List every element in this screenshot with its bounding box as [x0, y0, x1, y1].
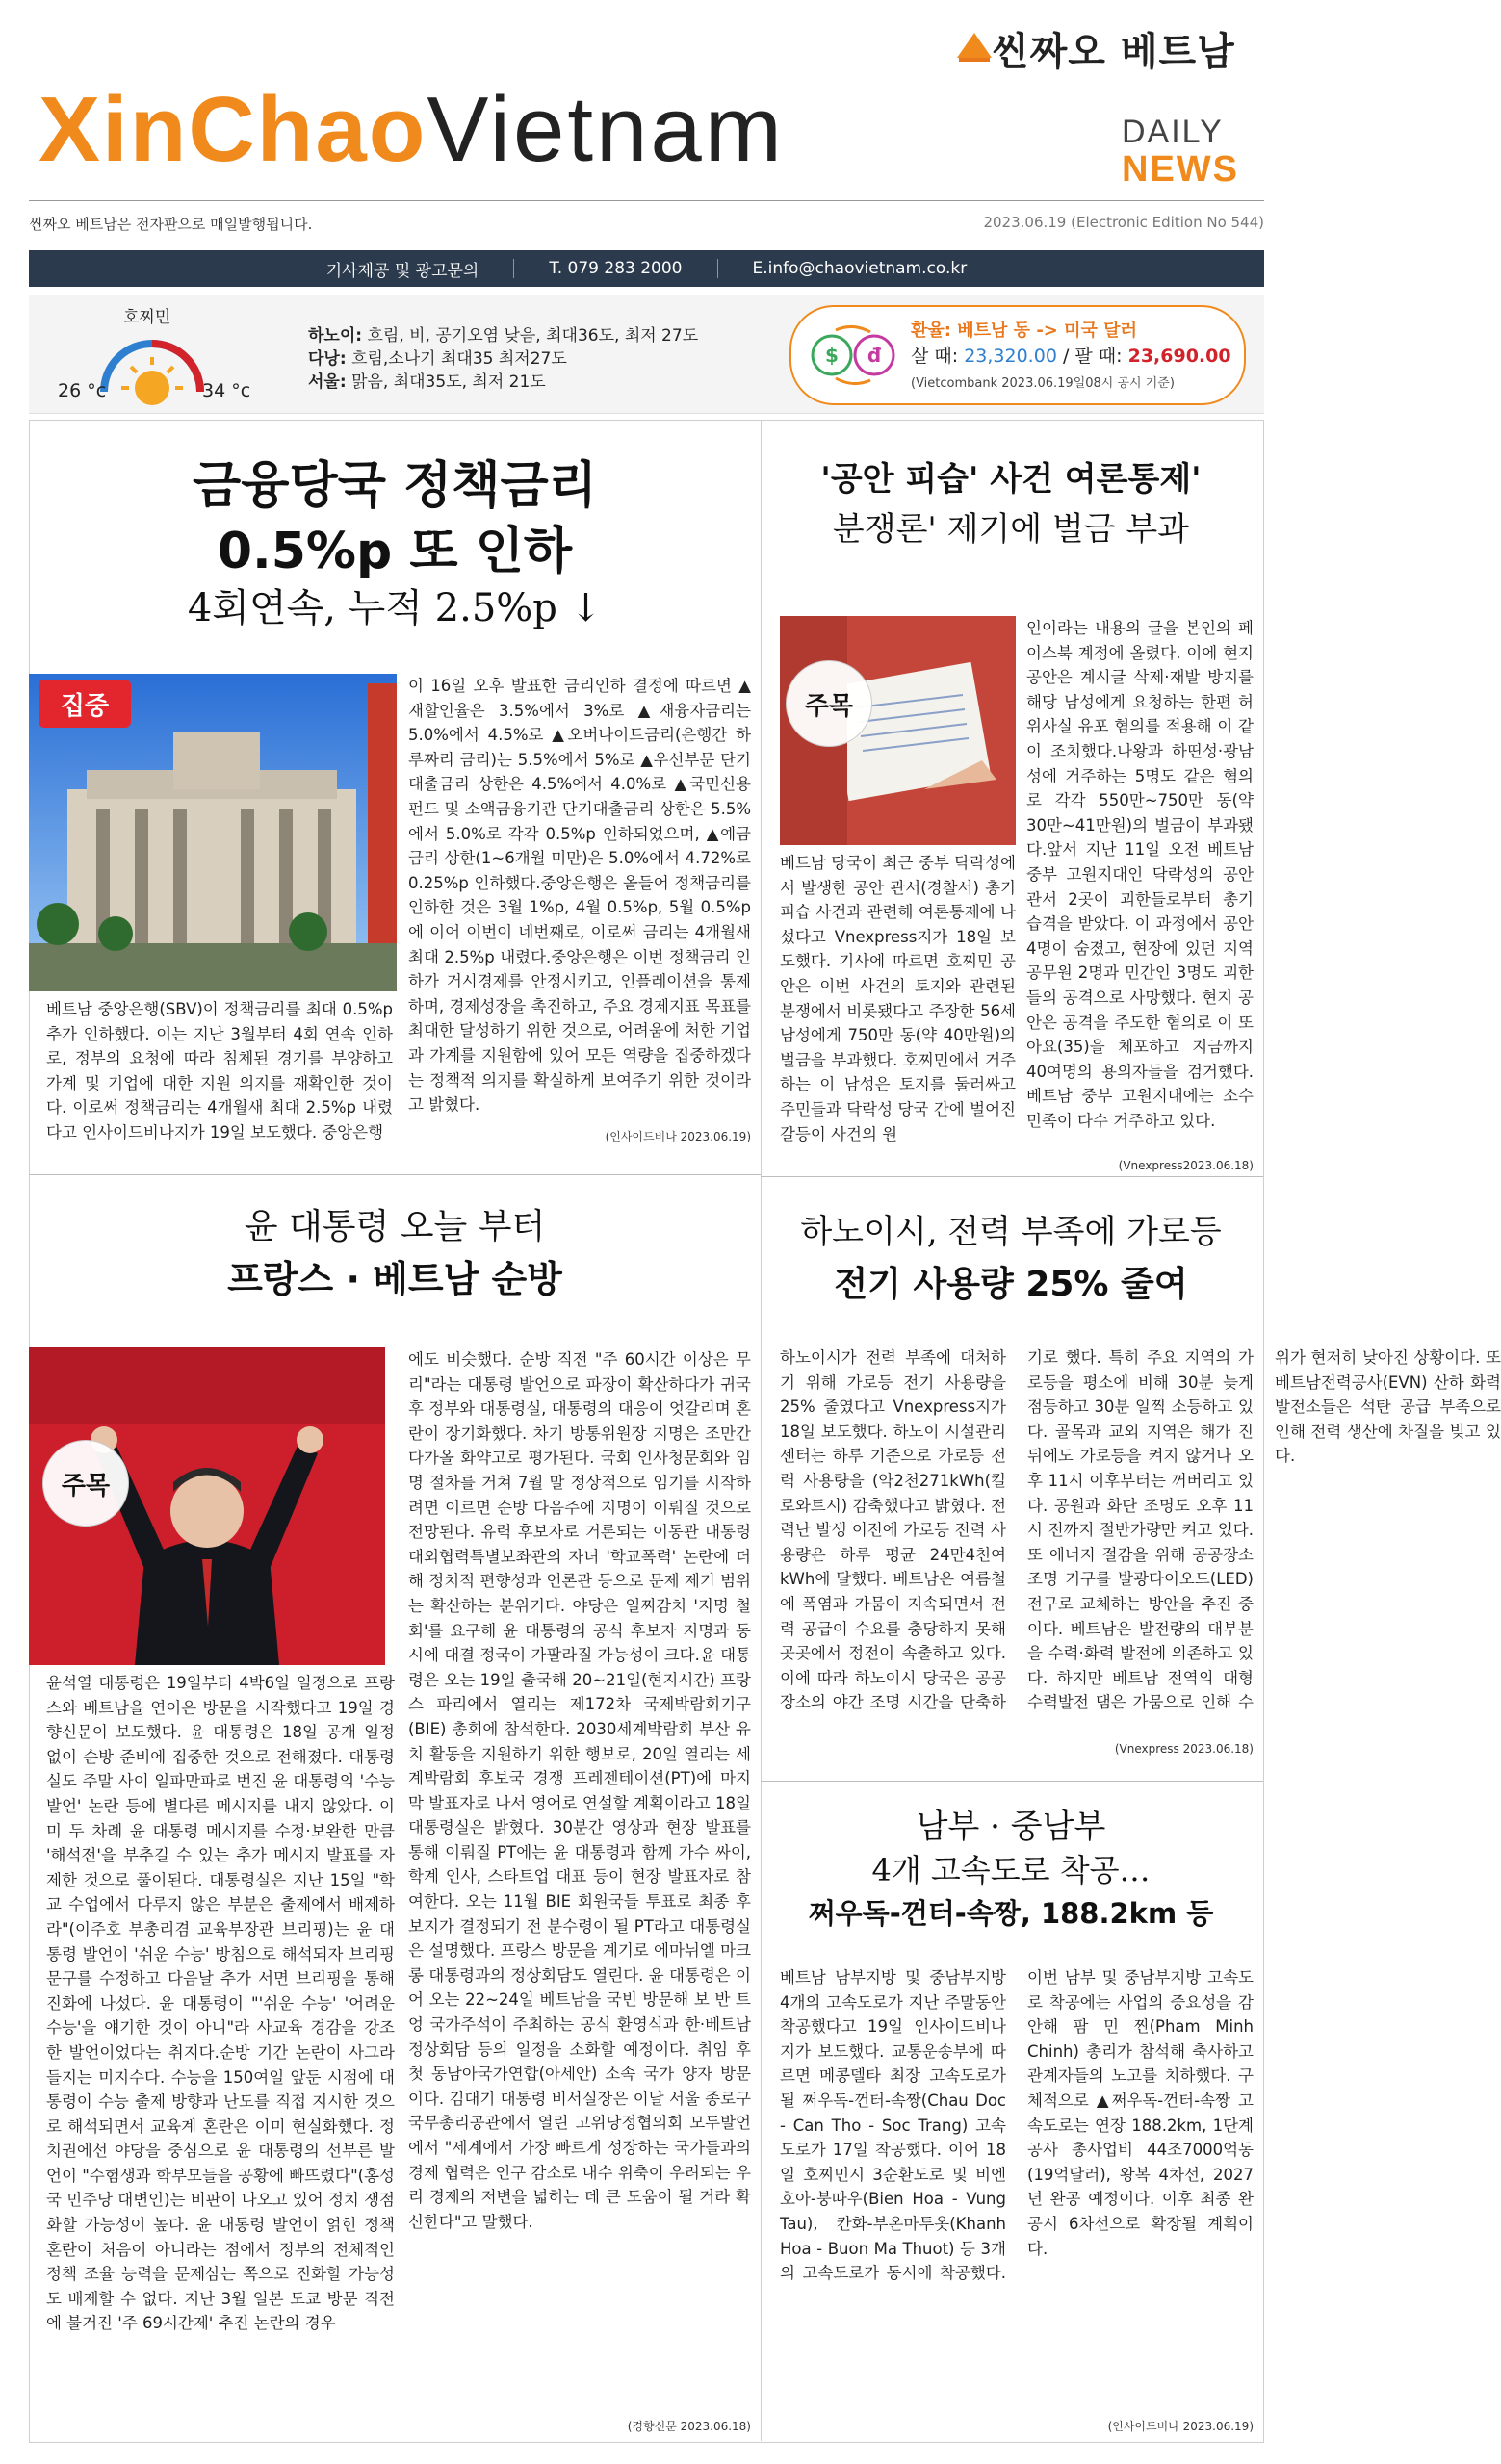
article2-tag: 주목	[786, 660, 872, 747]
danang-label: 다낭:	[308, 349, 347, 369]
forecast-seoul	[308, 371, 770, 394]
column-divider	[761, 420, 762, 2441]
svg-text:$: $	[825, 344, 839, 367]
exchange-rates	[911, 342, 1231, 368]
tagline: 씬짜오 베트남은 전자판으로 매일발행됩니다.	[29, 216, 313, 233]
weather-forecasts	[308, 324, 770, 394]
article2-lead: 베트남 당국이 최근 중부 닥락성에서 발생한 공안 관서(경찰서) 총기 피습 사건과 관련해 여론통제에 나섰다고 Vnexpress지가 18일 보도했다. 기사에 따르면 호찌민 공안은 이번 사건의 토지와 관련된 분쟁에서 비롯됐다고 주장한 56세 남성에게 750만 동(약 40만원)의 벌금을 부과했다. 호찌민에서 거주하는 이 남성은 토지를 둘러싸고 주민들과 닥락성 당국 간에 벌어진 갈등이 사건의 원	[780, 854, 1016, 1143]
article1-body: 이 16일 오후 발표한 금리인하 결정에 따르면 ▲재할인율은 3.5%에서 3%로 ▲재융자금리는 5.0%에서 4.5%로 ▲오버나이트금리(은행간 하루짜리 금리)는 5.5%에서 5%로 ▲우선부문 단기대출금리 상한은 4.5%에서 4.0%로 ▲국민신용펀드 및 소액금융기관 단기대출금리 상한은 5.5%에서 5.0%로 각각 0.5%p 인하되었으며, ▲예금금리 상한(1~6개월 미만)은 5.0%에서 4.72%로 0.25%p 인하했다.중앙은행은 올들어 정책금리를 인하한 것은 3월 1%p, 4월 0.5%p, 5월 0.5%p에 이어 이번이 네번째로, 이로써 금리는 4개월새 최대 2.5%p 내렸다.중앙은행은 이번 정책금리 인하가 거시경제를 안정시키고, 인플레이션을 통제하며, 경제성장을 촉진하고, 주요 경제지표 목표를 최대한 달성하기 위한 것으로, 어려움에 처한 기업과 가계를 지원함에 있어 모든 역량을 집중하겠다는 정책적 의지를 확실하게 보여주기 위한 것이라고 밝혔다.	[408, 677, 751, 1115]
contact-phone[interactable]: T. 079 283 2000	[549, 259, 683, 278]
contact-separator	[717, 259, 718, 278]
logo	[39, 77, 1117, 183]
currency-exchange-icon	[805, 324, 901, 386]
article3-title1: 윤 대통령 오늘 부터	[244, 1207, 546, 1246]
temp-high-value: 34	[202, 380, 226, 401]
seoul-label: 서울:	[308, 372, 347, 392]
article4-body: 하노이시가 전력 부족에 대처하기 위해 가로등 전기 사용량을 25% 줄였다고 Vnexpress지가 18일 보도했다. 하노이 시설관리센터는 하루 기준으로 가로등 전력 사용량을 (약2천271kWh(킬로와트시) 감축했다고 밝혔다. 전력난 발생 이전에 가로등 전력 사용량은 하루 평균 24만4천여 kWh에 달했다. 베트남은 여름철에 폭염과 가뭄이 지속되면서 전력 공급이 수요를 충당하지 못해 곳곳에서 정전이 속출하고 있다. 이에 따라 하노이시 당국은 공공장소의 야간 조명 시간을 단축하기로 했다. 특히 주요 지역의 가로등을 평소에 비해 30분 늦게 점등하고 30분 일찍 소등하고 있다. 골목과 교외 지역은 해가 진 뒤에도 가로등을 켜지 않거나 오후 11시 이후부터는 꺼버리고 있다. 공원과 화단 조명도 오후 11시 전까지 절반가량만 켜고 있다. 또 에너지 절감을 위해 공공장소 조명 기구를 발광다이오드(LED) 전구로 교체하는 방안을 추진 중이다. 베트남은 발전량의 대부분을 수력·화력 발전에 의존하고 있다. 하지만 베트남 전역의 대형 수력발전 댐은 가뭄으로 인해 수위가 현저히 낮아진 상황이다. 또 베트남전력공사(EVN) 산하 화력발전소들은 석탄 공급 부족으로 인해 전력 생산에 차질을 빚고 있다.	[780, 1348, 1501, 1712]
article2-title2: 분쟁론' 제기에 벌금 부과	[832, 510, 1190, 549]
article3-lead: 윤석열 대통령은 19일부터 4박6일 일정으로 프랑스와 베트남을 연이은 방문을 시작했다고 19일 경향신문이 보도했다. 윤 대통령은 18일 공개 일정 없이 순방 준비에 집중한 것으로 전해졌다. 대통령실도 주말 사이 일파만파로 번진 윤 대통령의 '수능 발언' 논란 등에 별다른 메시지를 내지 않았다. 이미 두 차례 윤 대통령 메시지를 수정·보완한 만큼 '해석전'을 부추길 수 있는 추가 메시지 발표를 자제한 것으로 풀이된다. 대통령실은 지난 15일 "학교 수업에서 다루지 않은 부분은 출제에서 배제하라"(이주호 부총리겸 교육부장관 브리핑)는 윤 대통령 발언이 '쉬운 수능' 방침으로 해석되자 브리핑 문구를 수정하고 다음날 추가 서면 브리핑을 통해 진화에 나섰다. 윤 대통령이 "'쉬운 수능' '어려운 수능'을 얘기한 것이 아니"라 사교육 경감을 강조한 발언이었다는 취지다.순방 기간 논란이 사그라들지는 미지수다. 수능을 150여일 앞둔 시점에 대통령이 수능 출제 방향과 난도를 직접 지시한 것으로 해석되면서 교육계 혼란은 이미 현실화했다. 정치권에선 야당을 중심으로 윤 대통령의 선부른 발언이 "수험생과 학부모들을 공황에 빠뜨렸다"(홍성국 민주당 대변인)는 비판이 나오고 있어 정치 쟁점화할 가능성이 높다. 윤 대통령 발언이 얽힌 정책 혼란이 처음이 아니라는 점에서 정부의 전체적인 정책 조율 능력을 문제삼는 쪽으로 진화할 가능성도 배제할 수 없다. 지난 3월 일본 도쿄 방문 직전에 불거진 '주 69시간제' 추진 논란의 경우	[46, 1674, 395, 2333]
edition-info: 2023.06.19 (Electronic Edition No 544)	[983, 214, 1264, 231]
exchange-rate-panel	[789, 305, 1246, 405]
exchange-note: (Vietcombank 2023.06.19일08시 공시 기준)	[911, 376, 1175, 391]
exchange-title: 환율: 베트남 동 -> 미국 달러	[911, 321, 1137, 341]
temp-low	[58, 380, 106, 401]
danang-forecast: 흐림,소나기 최대35 최저27도	[351, 349, 567, 369]
article3-body: 에도 비슷했다. 순방 직전 "주 60시간 이상은 무리"라는 대통령 발언으로 파장이 확산하다가 귀국 후 정부와 대통령실, 대통령의 대응이 엇갈리며 혼란이 장기화했다. 차기 방통위원장 지명은 조만간 다가올 화약고로 평가된다. 국회 인사청문회와 임명 절차를 거쳐 7월 말 정상적으로 임기를 시작하려면 이르면 순방 다음주에 지명이 이뤄질 것으로 전망된다. 유력 후보자로 거론되는 이동관 대통령 대외협력특별보좌관의 자녀 '학교폭력' 논란에 더해 정치적 편향성과 언론관 등으로 문제 제기 범위는 확산하는 분위기다. 야당은 일찌감치 '지명 철회'를 요구해 윤 대통령의 공식 후보자 지명과 동시에 대결 정국이 가팔라질 가능성이 크다.윤 대통령은 오는 19일 출국해 20~21일(현지시간) 프랑스 파리에서 열리는 제172차 국제박람회기구(BIE) 총회에 참석한다. 2030세계박람회 부산 유치 활동을 지원하기 위한 행보로, 20일 열리는 세계박람회 후보국 경쟁 프레젠테이션(PT)에 마지막 발표자로 나서 영어로 연설할 계획이라고 18일 대통령실은 밝혔다. 30분간 영상과 현장 발표를 통해 이뤄질 PT에는 윤 대통령과 함께 가수 싸이, 학계 인사, 스타트업 대표 등이 현장 발표자로 참여한다. 오는 11월 BIE 회원국들 투표로 최종 후보지가 결정되기 전 분수령이 될 PT라고 대통령실은 설명했다. 프랑스 방문을 계기로 에마뉘엘 마크롱 대통령과의 정상회담도 열린다. 윤 대통령은 이어 오는 22~24일 베트남을 국빈 방문해 보 반 트엉 국가주석이 주최하는 공식 환영식과 한·베트남 정상회담 등의 일정을 소화할 예정이다. 취임 후 첫 동남아국가연합(아세안) 소속 국가 양자 방문이다. 김대기 대통령 비서실장은 이날 서울 종로구 국무총리공관에서 열린 고위당정협의회 모두발언에서 "세계에서 가장 빠르게 성장하는 국가들과의 경제 협력은 인구 감소로 내수 위축이 우려되는 우리 경제의 저변을 넓히는 데 큰 도움이 될 거라 확신한다"고 말했다.	[408, 1350, 751, 2231]
contact-separator	[513, 259, 514, 278]
article2-title1: '공안 피습' 사건 여론통제'	[820, 460, 1202, 499]
contact-label: 기사제공 및 광고문의	[325, 261, 479, 281]
article1-source: (인사이드비나 2023.06.19)	[605, 1130, 751, 1143]
article4-title1: 하노이시, 전력 부족에 가로등	[800, 1213, 1222, 1251]
buy-label: 살 때:	[911, 346, 959, 367]
brand-hat-icon	[953, 25, 996, 67]
article2-body: 인이라는 내용의 글을 본인의 페이스북 계정에 올렸다. 이에 현지 공안은 계시글 삭제·재발 방지를 해당 남성에게 요청하는 한편 허위사실 유포 혐의를 적용해 이 같이 조치했다.나왕과 하띤성·광남성에 거주하는 5명도 같은 혐의로 각각 550만~750만 동(약 30만~41만원)의 벌금이 부과됐다.앞서 지난 11일 오전 베트남 중부 고원지대인 닥락성의 공안 관서 2곳이 괴한들로부터 총기 습격을 받았다. 이 과정에서 공안 4명이 숨졌고, 현장에 있던 지역 공무원 2명과 민간인 3명도 괴한들의 공격으로 사망했다. 현지 공안은 공격을 주도한 혐의로 이 또 아요(35)을 체포하고 지금까지 40여명의 용의자들을 검거했다. 베트남 중부 고원지대에는 소수민족이 다수 거주하고 있다.	[1026, 619, 1254, 1130]
article2-source: (Vnexpress2023.06.18)	[1118, 1159, 1254, 1172]
svg-text:đ: đ	[867, 344, 882, 367]
article5-source: (인사이드비나 2023.06.19)	[1107, 2420, 1254, 2433]
masthead-rule	[29, 200, 1264, 201]
sell-rate: 23,690.00	[1127, 346, 1231, 367]
temp-unit: °c	[231, 380, 251, 401]
weather-city: 호찌민	[123, 308, 171, 327]
weather-exchange-box	[29, 295, 1264, 414]
article4-source: (Vnexpress 2023.06.18)	[1114, 1742, 1254, 1756]
hanoi-forecast: 흐림, 비, 공기오염 낮음, 최대36도, 최저 27도	[367, 326, 699, 346]
forecast-danang	[308, 347, 770, 371]
section-divider-left	[29, 1174, 761, 1175]
article1-tag: 집중	[39, 680, 131, 728]
hanoi-label: 하노이:	[308, 326, 363, 346]
section-divider-right-1	[761, 1176, 1263, 1177]
article1-lead: 베트남 중앙은행(SBV)이 정책금리를 최대 0.5%p 추가 인하했다. 이는 지난 3월부터 4회 연속 인하로, 정부의 요청에 따라 침체된 경기를 부양하고 가계 및 기업에 대한 지원 의지를 재확인한 것이다. 이로써 정책금리는 4개월새 최대 2.5%p 내렸다고 인사이드비나지가 19일 보도했다. 중앙은행	[46, 1000, 393, 1142]
article1-title2: 0.5%p 또 인하	[217, 523, 573, 580]
daily-label: DAILY	[1122, 114, 1224, 150]
seoul-forecast: 맑음, 최대35도, 최저 21도	[351, 372, 546, 392]
article5-body: 베트남 남부지방 및 중남부지방 4개의 고속도로가 지난 주말동안 착공했다고 19일 인사이드비나지가 보도했다. 교통운송부에 따르면 메콩델타 최장 고속도로가 될 쩌우독-껀터-속짱(Chau Doc - Can Tho - Soc Trang) 고속도로가 17일 착공했다. 이어 18일 호찌민시 3순환도로 및 비엔호아-붕따우(Bien Hoa - Vung Tau), 칸화-부온마투옷(Khanh Hoa - Buon Ma Thuot) 등 3개의 고속도로가 동시에 착공했다. 이번 남부 및 중남부지방 고속도로 착공에는 사업의 중요성을 감안해 팜 민 찐(Pham Minh Chinh) 총리가 참석해 축사하고 관계자들의 노고를 치하했다. 구체적으로 ▲쩌우독-껀터-속짱 고속도로는 연장 188.2km, 1단계공사 총사업비 44조7000억동(19억달러), 왕복 4차선, 2027년 완공 예정이다. 이후 최종 완공시 6차선으로 확장될 계획이다.	[780, 1968, 1254, 2283]
temp-unit: °c	[87, 380, 107, 401]
article1-subtitle: 4회연속, 누적 2.5%p ↓	[187, 586, 603, 630]
article5-title2: 4개 고속도로 착공…	[871, 1852, 1151, 1888]
korean-brand-text: 씬짜오 베트남	[992, 30, 1235, 74]
logo-vietnam: Vietnam	[427, 78, 785, 181]
contact-bar	[29, 250, 1264, 287]
article5-title1: 남부 · 중남부	[916, 1808, 1106, 1846]
logo-xinchao: XinChao	[39, 78, 427, 181]
article3-title2: 프랑스 · 베트남 순방	[227, 1258, 562, 1300]
news-label: NEWS	[1122, 149, 1239, 190]
article5-title3: 쩌우독-껀터-속짱, 188.2km 등	[808, 1897, 1214, 1930]
masthead	[0, 0, 1293, 243]
article1-title1: 금융당국 정책금리	[193, 457, 597, 515]
article3-source: (경향신문 2023.06.18)	[627, 2420, 751, 2433]
section-divider-right-2	[761, 1781, 1263, 1782]
article3-tag: 주목	[42, 1440, 129, 1527]
temp-low-value: 26	[58, 380, 82, 401]
korean-brand	[953, 21, 1242, 73]
contact-email[interactable]: E.info@chaovietnam.co.kr	[752, 259, 968, 278]
buy-rate: 23,320.00	[964, 346, 1057, 367]
forecast-hanoi	[308, 324, 770, 347]
article4-title2: 전기 사용량 25% 줄여	[834, 1265, 1188, 1304]
sell-label: / 팔 때:	[1062, 346, 1123, 367]
temp-high	[202, 380, 250, 401]
